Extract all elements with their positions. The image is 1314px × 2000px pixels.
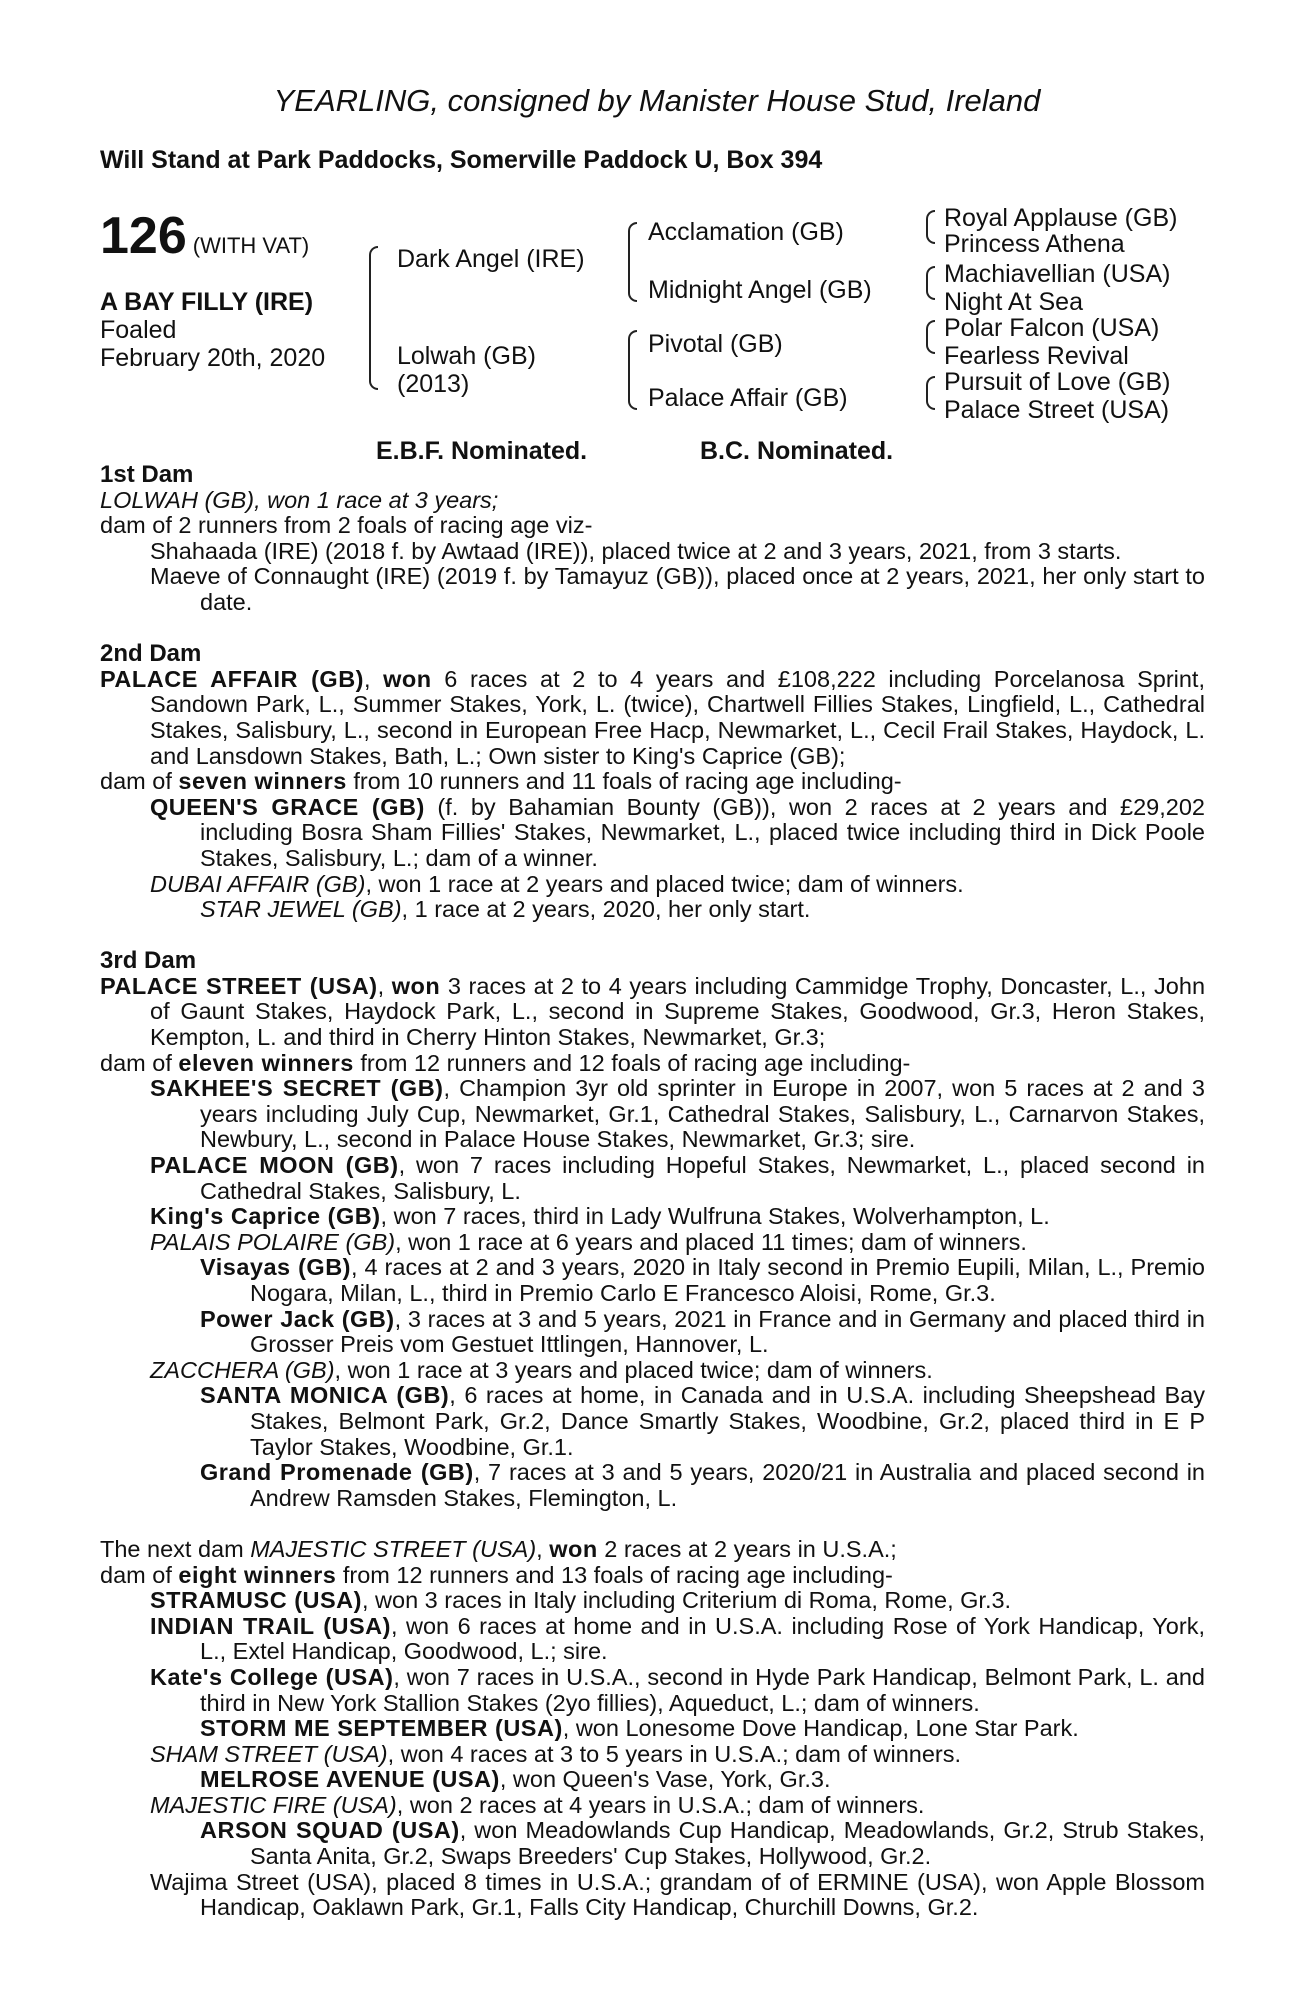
pedigree-g5: Polar Falcon (USA) <box>944 314 1160 342</box>
progeny-text: , 3 races at 3 and 5 years, 2021 in France and in Germany and placed third in Grosser Preis vom Gestuet Ittlingen, Hannover, L. <box>250 1305 1205 1358</box>
lot-number: 126 <box>100 207 187 265</box>
foaled-label: Foaled <box>100 316 177 344</box>
foaled-info <box>100 316 325 372</box>
pedigree-brace-ss <box>628 222 637 302</box>
progeny-entry <box>100 1383 1205 1460</box>
second-dam-heading: 2nd Dam <box>100 640 202 668</box>
pedigree-g3: Machiavellian (USA) <box>944 260 1171 288</box>
progeny-name: STAR JEWEL (GB) <box>200 896 402 923</box>
produce-winners: seven winners <box>178 768 347 795</box>
produce-rest: from 10 runners and 11 foals of racing age including- <box>353 768 902 795</box>
progeny-text: , won 1 race at 3 years and placed twice; dam of winners. <box>334 1356 933 1383</box>
progeny-text: , won 3 races in Italy including Criterium di Roma, Rome, Gr.3. <box>361 1587 1012 1614</box>
progeny-text: , won 7 races, third in Lady Wulfruna Stakes, Wolverhampton, L. <box>380 1203 1050 1230</box>
ebf-nominated: E.B.F. Nominated. <box>376 437 588 465</box>
progeny-name: MELROSE AVENUE (USA) <box>200 1766 500 1793</box>
produce-prefix: dam of <box>100 1049 172 1076</box>
next-dam-produce <box>100 1563 1205 1589</box>
progeny-entry <box>100 1076 1205 1153</box>
third-dam-produce <box>100 1051 1205 1077</box>
pedigree-g2: Princess Athena <box>944 230 1125 258</box>
progeny-text: , won 7 races in U.S.A., second in Hyde Park Handicap, Belmont Park, L. and third in New York Stallion Stakes (2yo fillies), Aqueduct, L.; dam of winners. <box>200 1663 1205 1716</box>
pedigree-dam: Lolwah (GB) <box>397 342 536 370</box>
progeny-name: PALAIS POLAIRE (GB) <box>150 1228 396 1255</box>
progeny-entry <box>100 1358 1205 1384</box>
progeny-name: SAKHEE'S SECRET (GB) <box>150 1075 444 1102</box>
lot-block <box>100 206 309 266</box>
foaled-date: February 20th, 2020 <box>100 344 326 372</box>
produce-rest: from 12 runners and 12 foals of racing age including- <box>360 1049 911 1076</box>
progeny-name: Wajima Street (USA) <box>150 1868 372 1895</box>
pedigree-brace-b <box>926 266 935 300</box>
progeny-name: INDIAN TRAIL (USA) <box>150 1612 391 1639</box>
progeny-entry <box>100 872 1205 898</box>
progeny-text: , won Queen's Vase, York, Gr.3. <box>499 1766 831 1793</box>
progeny-text: , 7 races at 3 and 5 years, 2020/21 in Australia and placed second in Andrew Ramsden Stakes, Flemington, L. <box>250 1459 1205 1511</box>
progeny-text: , won Meadowlands Cup Handicap, Meadowlands, Gr.2, Strub Stakes, Santa Anita, Gr.2, Swaps Breeders' Cup Stakes, Hollywood, Gr.2. <box>250 1817 1205 1870</box>
next-dam-record-text: 2 races at 2 years in U.S.A.; <box>604 1535 897 1562</box>
pedigree-g7: Pursuit of Love (GB) <box>944 368 1171 396</box>
next-dam-won: won <box>549 1535 598 1562</box>
progeny-name: Visayas (GB) <box>200 1254 352 1281</box>
pedigree-sire-dam: Midnight Angel (GB) <box>648 276 872 304</box>
pedigree-notes <box>100 462 1205 1921</box>
next-dam-record: The next dam MAJESTIC STREET (USA), won 2 races at 2 years in U.S.A.; <box>100 1535 897 1562</box>
progeny-name: STORM ME SEPTEMBER (USA) <box>200 1715 563 1742</box>
progeny-name: QUEEN'S GRACE (GB) <box>150 793 425 820</box>
pedigree-g8: Palace Street (USA) <box>944 396 1170 424</box>
third-dam-record-text: 3 races at 2 to 4 years including Cammidge Trophy, Doncaster, L., John of Gaunt Stakes, Haydock Park, L., second in Supreme Stakes, Goodwood, Gr.3, Heron Stakes, Kempton, L. and third in Cherry Hinton Stakes, Newmarket, Gr.3; <box>150 972 1206 1051</box>
progeny-entry <box>100 1204 1205 1230</box>
progeny-name: King's Caprice (GB) <box>150 1203 381 1230</box>
progeny-name: SANTA MONICA (GB) <box>200 1382 450 1409</box>
pedigree-g6: Fearless Revival <box>944 342 1129 370</box>
progeny-entry <box>100 1793 1205 1819</box>
progeny-text: , won 6 races at home and in U.S.A. including Rose of York Handicap, York, L., Extel Handicap, Goodwood, L.; sire. <box>200 1612 1205 1665</box>
pedigree-brace-a <box>926 210 935 244</box>
progeny-name: DUBAI AFFAIR (GB) <box>150 870 366 897</box>
progeny-entry <box>100 1767 1205 1793</box>
bc-nominated: B.C. Nominated. <box>700 437 894 465</box>
progeny-text: , 1 race at 2 years, 2020, her only start. <box>401 896 811 923</box>
progeny-text: , 4 races at 2 and 3 years, 2020 in Italy second in Premio Eupili, Milan, L., Premio Nogara, Milan, L., third in Premio Carlo E Francesco Aloisi, Rome, Gr.3. <box>250 1254 1205 1306</box>
second-dam-won: won <box>383 665 432 692</box>
pedigree-g4: Night At Sea <box>944 288 1083 316</box>
progeny-entry <box>100 1818 1205 1869</box>
second-dam-record: PALACE AFFAIR (GB), won 6 races at 2 to 4 years and £108,222 including Porcelanosa Sprint, Sandown Park, L., Summer Stakes, York, L. (twice), Chartwell Fillies Stakes, Lingfield, L., Cathedral Stakes, Salisbury, L., second in European Free Hacp, Newmarket, L., Cecil Frail Stakes, Haydock, L. and Lansdown Stakes, Bath, L.; Own sister to King's Caprice (GB); <box>100 665 1205 769</box>
progeny-name: ZACCHERA (GB) <box>150 1356 335 1383</box>
progeny-text: , won 1 race at 6 years and placed 11 times; dam of winners. <box>395 1228 1027 1255</box>
progeny-text: , won 2 races at 4 years in U.S.A.; dam of winners. <box>396 1791 925 1818</box>
pedigree-dam-sire: Pivotal (GB) <box>648 330 783 358</box>
progeny-text: , won 1 race at 2 years and placed twice; dam of winners. <box>365 870 964 897</box>
next-dam-intro: The next dam <box>100 1535 244 1562</box>
progeny-text: (f. by Bahamian Bounty (GB)), won 2 races at 2 years and £29,202 including Bosra Sham Fillies' Stakes, Newmarket, L., placed twice including third in Dick Poole Stakes, Salisbury, L.; dam of a winner. <box>200 793 1205 871</box>
produce-rest: from 12 runners and 13 foals of racing age including- <box>342 1561 893 1588</box>
stand-location: Will Stand at Park Paddocks, Somerville Paddock U, Box 394 <box>100 146 823 174</box>
produce-prefix: dam of <box>100 768 172 795</box>
pedigree-brace-d <box>926 376 935 410</box>
progeny-entry <box>100 1870 1205 1921</box>
third-dam-won: won <box>391 972 441 999</box>
progeny-entry <box>100 1153 1205 1204</box>
progeny-text: , 6 races at home, in Canada and in U.S.A. including Sheepshead Bay Stakes, Belmont Park, Gr.2, Dance Smartly Stakes, Woodbine, Gr.2, placed third in E P Taylor Stakes, Woodbine, Gr.1. <box>250 1382 1205 1460</box>
progeny-name: MAJESTIC FIRE (USA) <box>150 1791 397 1818</box>
produce-winners: eight winners <box>178 1561 337 1588</box>
first-dam-offspring-1: Shahaada (IRE) (2018 f. by Awtaad (IRE)), placed twice at 2 and 3 years, 2021, from 3 starts. <box>150 537 1122 564</box>
progeny-name: Kate's College (USA) <box>150 1663 394 1690</box>
pedigree-dam-year: (2013) <box>397 370 470 398</box>
progeny-text: , won 4 races at 3 to 5 years in U.S.A.; dam of winners. <box>387 1740 962 1767</box>
produce-winners: eleven winners <box>178 1049 354 1076</box>
progeny-text: , won 7 races including Hopeful Stakes, Newmarket, L., placed second in Cathedral Stakes, Salisbury, L. <box>200 1152 1205 1204</box>
consignor-line: YEARLING, consigned by Manister House Stud, Ireland <box>273 83 1041 118</box>
pedigree-brace-c <box>926 320 935 354</box>
first-dam-heading: 1st Dam <box>100 461 194 488</box>
pedigree-sire: Dark Angel (IRE) <box>397 245 585 273</box>
first-dam-offspring-2: Maeve of Connaught (IRE) (2019 f. by Tamayuz (GB)), placed once at 2 years, 2021, her only start to date. <box>150 563 1205 615</box>
pedigree-sire-sire: Acclamation (GB) <box>648 218 844 246</box>
second-dam-name: PALACE AFFAIR (GB) <box>100 665 364 692</box>
progeny-entry <box>100 897 1205 923</box>
pedigree-g1: Royal Applause (GB) <box>944 204 1178 232</box>
second-dam-record-text: 6 races at 2 to 4 years and £108,222 including Porcelanosa Sprint, Sandown Park, L., Summer Stakes, York, L. (twice), Chartwell Fillies Stakes, Lingfield, L., Cathedral Stakes, Salisbury, L., second in European Free Hacp, Newmarket, L., Cecil Frail Stakes, Haydock, L. and Lansdown Stakes, Bath, L.; Own sister to King's Caprice (GB); <box>150 665 1205 769</box>
progeny-entry <box>100 1614 1205 1665</box>
progeny-name: Power Jack (GB) <box>200 1305 395 1332</box>
progeny-text: , Champion 3yr old sprinter in Europe in 2007, won 5 races at 2 and 3 years including July Cup, Newmarket, Gr.1, Cathedral Stakes, Salisbury, L., Carnarvon Stakes, Newbury, L., second in Palace House Stakes, Newmarket, Gr.3; sire. <box>200 1075 1205 1153</box>
first-dam-line-2: dam of 2 runners from 2 foals of racing age viz- <box>100 512 593 539</box>
progeny-name: ARSON SQUAD (USA) <box>200 1817 460 1844</box>
progeny-entry <box>100 1588 1205 1614</box>
progeny-entry <box>100 1255 1205 1306</box>
first-dam-line-1: LOLWAH (GB), won 1 race at 3 years; <box>100 486 499 513</box>
pedigree-dam-dam: Palace Affair (GB) <box>648 384 848 412</box>
next-dam-name: MAJESTIC STREET (USA) <box>250 1535 537 1562</box>
produce-prefix: dam of <box>100 1561 172 1588</box>
progeny-name: SHAM STREET (USA) <box>150 1740 388 1767</box>
third-dam-name: PALACE STREET (USA) <box>100 972 378 999</box>
progeny-name: PALACE MOON (GB) <box>150 1152 399 1179</box>
progeny-entry <box>100 1460 1205 1511</box>
pedigree-brace-1 <box>369 246 378 390</box>
progeny-entry <box>100 1716 1205 1742</box>
progeny-text: , won Lonesome Dove Handicap, Lone Star Park. <box>562 1715 1079 1742</box>
third-dam-heading: 3rd Dam <box>100 947 197 975</box>
second-dam-produce <box>100 769 1205 795</box>
progeny-entry <box>100 1230 1205 1256</box>
progeny-text: , placed 8 times in U.S.A.; grandam of of ERMINE (USA), won Apple Blossom Handicap, Oaklawn Park, Gr.1, Falls City Handicap, Churchill Downs, Gr.2. <box>200 1868 1205 1921</box>
progeny-entry <box>100 1665 1205 1716</box>
horse-name: A BAY FILLY (IRE) <box>100 288 314 316</box>
progeny-entry <box>100 1307 1205 1358</box>
vat-label: (WITH VAT) <box>192 233 310 258</box>
progeny-name: Grand Promenade (GB) <box>200 1459 474 1486</box>
pedigree-brace-dd <box>628 330 637 410</box>
progeny-entry <box>100 795 1205 872</box>
progeny-name: STRAMUSC (USA) <box>150 1587 362 1614</box>
progeny-entry <box>100 1742 1205 1768</box>
third-dam-record: PALACE STREET (USA), won 3 races at 2 to 4 years including Cammidge Trophy, Doncaster, L., John of Gaunt Stakes, Haydock Park, L., second in Supreme Stakes, Goodwood, Gr.3, Heron Stakes, Kempton, L. and third in Cherry Hinton Stakes, Newmarket, Gr.3; <box>100 972 1206 1051</box>
